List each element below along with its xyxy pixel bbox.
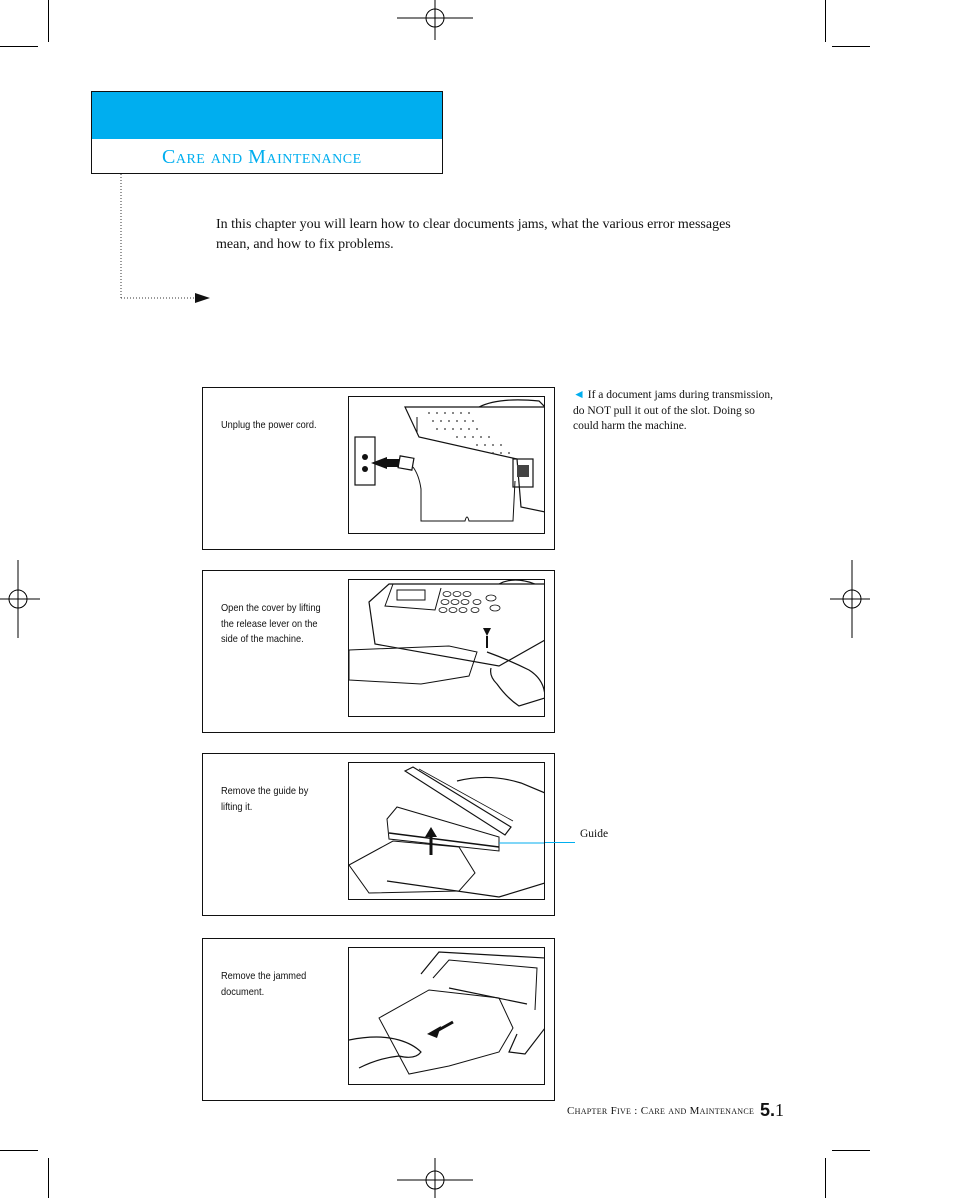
- caution-note: [573, 387, 778, 435]
- registration-mark-top: [397, 0, 477, 42]
- remove-document-illustration: [348, 947, 545, 1085]
- page-number: [760, 1100, 784, 1121]
- running-footer: Chapter Five : Care and Maintenance: [567, 1105, 755, 1117]
- step-text: Unplug the power cord.: [221, 419, 317, 431]
- intro-paragraph: In this chapter you will learn how to clear documents jams, what the various error messages mean, and how to fix problems.: [216, 217, 731, 252]
- registration-mark-right: [830, 560, 872, 640]
- chapter-title: Care and Maintenance: [162, 146, 362, 168]
- step-remove-guide: [202, 753, 555, 916]
- guide-label: Guide: [580, 828, 609, 840]
- step-unplug: [202, 387, 555, 550]
- step-text: Open the cover by lifting the release lever on the side of the machine.: [221, 602, 321, 645]
- step-remove-document: [202, 938, 555, 1101]
- chapter-header: [91, 91, 443, 174]
- unplug-illustration: [348, 396, 545, 534]
- registration-mark-bottom: [397, 1158, 477, 1198]
- step-text: Remove the guide by lifting it.: [221, 785, 309, 813]
- registration-mark-left: [0, 560, 42, 640]
- note-text: If a document jams during transmission, do NOT pull it out of the slot. Doing so could harm the machine.: [573, 389, 774, 432]
- guide-callout-line: [545, 842, 575, 843]
- step-open-cover: [202, 570, 555, 733]
- step-text: Remove the jammed document.: [221, 970, 307, 998]
- header-color-band: [92, 92, 442, 139]
- page-number-minor: 1: [775, 1100, 785, 1120]
- page-number-major: 5.: [760, 1100, 776, 1120]
- note-arrow-icon: ◄: [573, 387, 585, 401]
- open-cover-illustration: [348, 579, 545, 717]
- dotted-connector: [115, 174, 215, 306]
- remove-guide-illustration: [348, 762, 545, 900]
